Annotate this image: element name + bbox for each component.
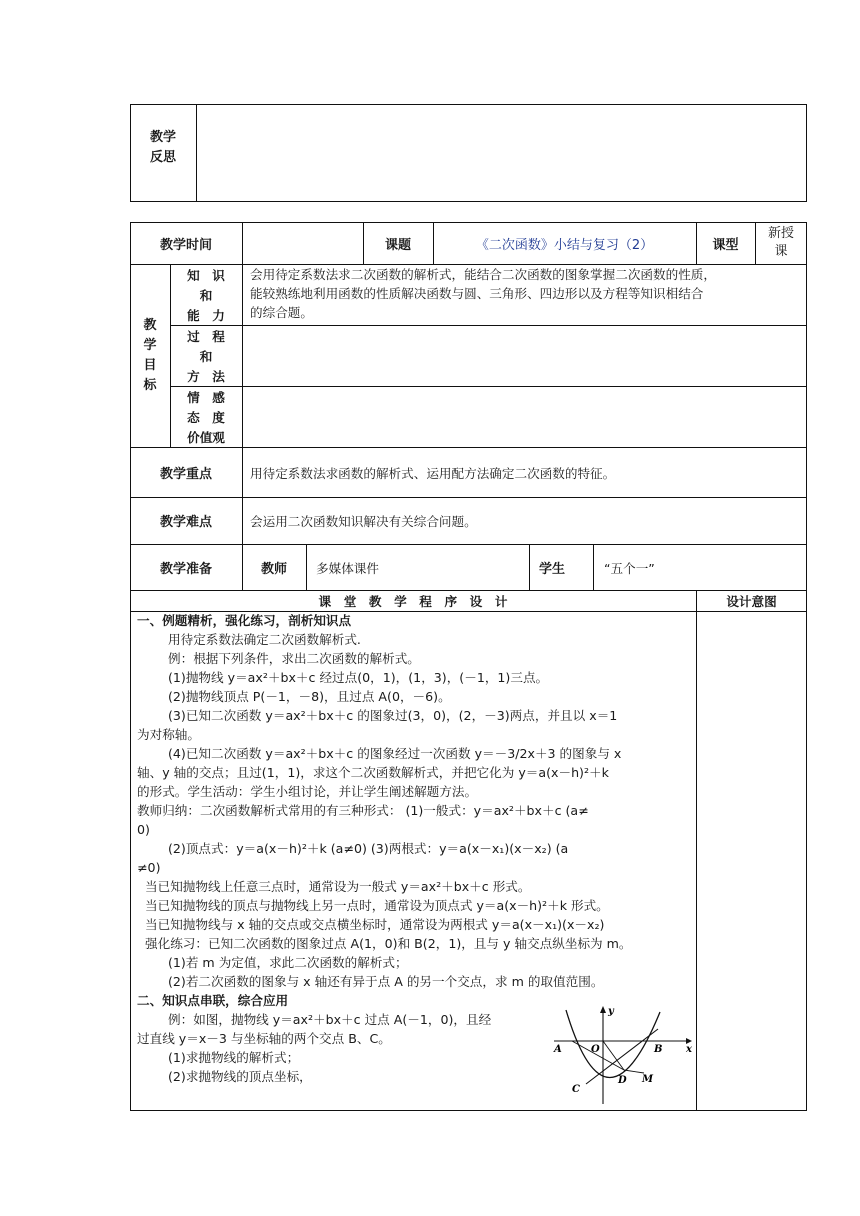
s2-line: (1)求抛物线的解析式； [168, 1050, 300, 1065]
objectives-char: 目 [143, 358, 157, 373]
time-value[interactable] [242, 222, 363, 264]
design-intent-header: 设计意图 [726, 594, 777, 609]
knowledge-label-line: 和 [199, 288, 213, 303]
s1-line: 为对称轴。 [137, 727, 200, 742]
label-o: O [591, 1044, 600, 1055]
parabola-figure [548, 1004, 694, 1108]
key-points-text: 用待定系数法求函数的解析式、运用配方法确定二次函数的特征。 [250, 465, 616, 481]
aux-line-ob [603, 1041, 624, 1070]
knowledge-label [170, 266, 242, 326]
reflection-divider [196, 104, 197, 202]
aux-line-dm [624, 1070, 644, 1073]
knowledge-label-line: 知 识 [187, 268, 225, 283]
knowledge-label-line: 能 力 [187, 308, 225, 323]
section2-title: 二、知识点串联，综合应用 [137, 993, 289, 1008]
preparation-label: 教学准备 [159, 561, 212, 577]
s1-line: 当已知抛物线上任意三点时，通常设为一般式 y＝ax²＋bx＋c 形式。 [145, 879, 531, 894]
s1-line: 轴、y 轴的交点；且过(1，1)，求这个二次函数解析式，并把它化为 y＝a(x－h)²＋k [137, 765, 609, 780]
key-points-label: 教学重点 [159, 466, 212, 482]
type-value-line1: 新授 [767, 226, 794, 241]
objectives-char: 学 [143, 338, 157, 353]
s1-line: 当已知抛物线与 x 轴的交点或交点横坐标时，通常设为两根式 y＝a(x－x₁)(x－x₂) [145, 917, 605, 932]
process-label-line: 过 程 [187, 329, 225, 344]
emotion-label-line: 态 度 [187, 410, 225, 425]
label-d: D [618, 1075, 627, 1086]
s1-line: (1)抛物线 y＝ax²＋bx＋c 经过点(0，1)，(1，3)，(－1，1)三点。 [168, 670, 549, 685]
process-label-line: 和 [199, 349, 213, 364]
s2-line: (2)求抛物线的顶点坐标， [168, 1069, 312, 1084]
row-line [170, 325, 807, 326]
s1-line: (2)顶点式：y＝a(x－h)²＋k (a≠0) (3)两根式：y＝a(x－x₁)(x－x₂) (a [168, 841, 569, 856]
label-x: x [686, 1044, 692, 1055]
s1-line: ≠0) [137, 860, 161, 875]
topic-label: 课题 [384, 237, 411, 253]
type-value-line2: 课 [774, 244, 788, 259]
parabola-curve [566, 1010, 663, 1078]
s1-line: 用待定系数法确定二次函数解析式. [168, 632, 361, 647]
s1-line: (4)已知二次函数 y＝ax²＋bx＋c 的图象经过一次函数 y＝－3/2x＋3 的图象与 x [168, 746, 622, 761]
label-y: y [608, 1006, 614, 1017]
topic-value: 《二次函数》小结与复习（2） [475, 237, 654, 253]
s1-line: 0) [137, 822, 150, 837]
s1-line: (1)若 m 为定值，求此二次函数的解析式； [168, 955, 408, 970]
s1-line: 教师归纳：二次函数解析式常用的有三种形式： (1)一般式：y＝ax²＋bx＋c (a≠ [137, 803, 589, 818]
col-line [696, 590, 697, 1111]
s1-line: 的形式。学生活动：学生小组讨论，并让学生阐述解题方法。 [137, 784, 478, 799]
label-b: B [654, 1044, 663, 1055]
objectives-char: 教 [143, 318, 157, 333]
reflection-label-line2: 反思 [149, 150, 176, 165]
teacher-value: 多媒体课件 [316, 560, 379, 576]
reflection-table [130, 104, 807, 202]
objectives-char: 标 [143, 378, 157, 393]
s2-line: 例：如图，抛物线 y＝ax²＋bx＋c 过点 A(－1，0)，且经 [168, 1012, 492, 1027]
process-label [170, 327, 242, 387]
procedure-header: 课 堂 教 学 程 序 设 计 [318, 594, 508, 609]
difficulties-label: 教学难点 [159, 515, 212, 530]
row-line [130, 264, 807, 265]
s2-line: 过直线 y＝x－3 与坐标轴的两个交点 B、C。 [137, 1031, 391, 1046]
y-axis-arrow [600, 1006, 606, 1013]
objectives-section-label [130, 316, 170, 396]
label-m: M [642, 1074, 654, 1085]
reflection-label [130, 128, 196, 168]
col-line [242, 264, 243, 447]
col-line [306, 544, 307, 590]
student-label: 学生 [539, 561, 566, 577]
emotion-label [170, 388, 242, 448]
knowledge-text-line3: 的综合题。 [250, 305, 313, 320]
difficulties-text: 会运用二次函数知识解决有关综合问题。 [250, 514, 477, 529]
knowledge-text-line2: 能较熟练地利用函数的性质解决函数与圆、三角形、四边形以及方程等知识相结合 [250, 286, 704, 301]
emotion-label-line: 情 感 [187, 390, 225, 405]
label-c: C [572, 1084, 580, 1095]
section1-title: 一、例题精析，强化练习，剖析知识点 [137, 613, 352, 628]
time-label: 教学时间 [159, 237, 212, 253]
s1-line: (2)抛物线顶点 P(－1，－8)，且过点 A(0，－6)。 [168, 689, 451, 704]
col-line [593, 544, 594, 590]
emotion-label-line: 价值观 [187, 430, 225, 445]
type-value [755, 222, 807, 264]
knowledge-text-line1: 会用待定系数法求二次函数的解析式，能结合二次函数的图象掌握二次函数的性质， [250, 267, 716, 282]
teacher-label: 教师 [260, 561, 287, 577]
row-line [170, 386, 807, 387]
reflection-label-line1: 教学 [149, 130, 176, 145]
process-label-line: 方 法 [187, 369, 225, 384]
s1-line: 当已知抛物线的顶点与抛物线上另一点时，通常设为顶点式 y＝a(x－h)²＋k 形式。 [145, 898, 609, 913]
s1-line: 例：根据下列条件，求出二次函数的解析式。 [168, 651, 420, 666]
label-a: A [554, 1044, 562, 1055]
s1-line: 强化练习：已知二次函数的图象过点 A(1，0)和 B(2，1)，且与 y 轴交点纵坐标为 m。 [145, 936, 632, 951]
s1-line: (2)若二次函数的图象与 x 轴还有异于点 A 的另一个交点，求 m 的取值范围。 [168, 974, 604, 989]
s1-line: (3)已知二次函数 y＝ax²＋bx＋c 的图象过(3，0)，(2，－3)两点，并且以 x＝1 [168, 708, 618, 723]
type-label: 课型 [712, 237, 739, 253]
student-value: “五个一” [604, 560, 655, 576]
